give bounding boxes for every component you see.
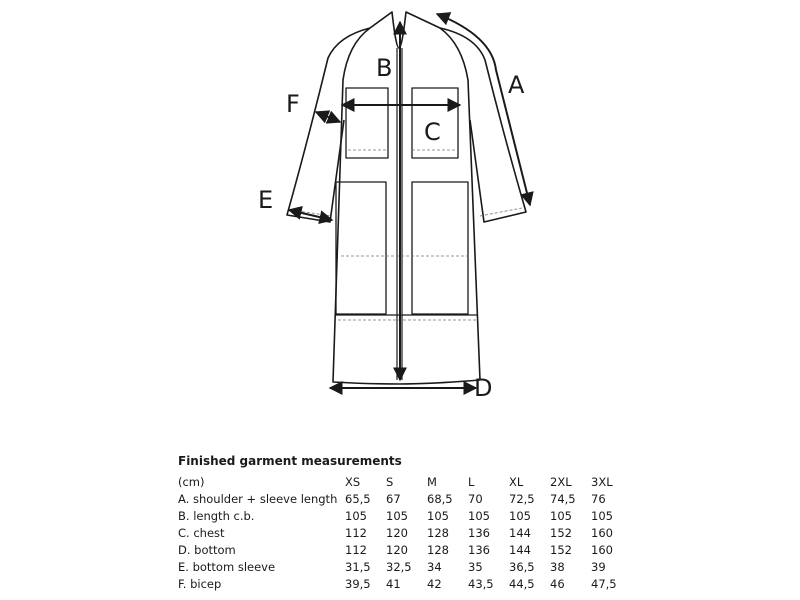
cell-value: 105 <box>550 509 572 523</box>
measurement-table <box>176 474 632 593</box>
row-name: F. bicep <box>178 577 222 591</box>
cell-value: 105 <box>591 509 613 523</box>
row-name: E. bottom sleeve <box>178 560 276 574</box>
cell-value: 152 <box>550 526 572 540</box>
cell-value: 136 <box>468 543 490 557</box>
cell-value: 44,5 <box>509 577 535 591</box>
cell-value: 38 <box>550 560 565 574</box>
cell-value: 105 <box>345 509 367 523</box>
table-title: Finished garment measurements <box>178 454 402 468</box>
cell-value: 70 <box>468 492 483 506</box>
cell-value: 47,5 <box>591 577 617 591</box>
lower-pocket-left <box>336 182 386 314</box>
size-header: L <box>468 475 475 489</box>
cell-value: 128 <box>427 526 449 540</box>
label-c: C <box>424 118 441 146</box>
coat-outline <box>287 12 526 384</box>
cell-value: 160 <box>591 526 613 540</box>
table-row <box>176 576 632 593</box>
cell-value: 36,5 <box>509 560 535 574</box>
label-f: F <box>286 90 300 118</box>
cell-value: 41 <box>386 577 401 591</box>
cell-value: 152 <box>550 543 572 557</box>
size-header: S <box>386 475 394 489</box>
label-e: E <box>258 186 274 214</box>
cell-value: 76 <box>591 492 606 506</box>
cell-value: 46 <box>550 577 565 591</box>
cell-value: 35 <box>468 560 483 574</box>
cell-value: 39 <box>591 560 606 574</box>
cell-value: 120 <box>386 543 408 557</box>
cell-value: 31,5 <box>345 560 371 574</box>
table-header-row <box>176 474 632 491</box>
table-row <box>176 525 632 542</box>
size-header: M <box>427 475 437 489</box>
cell-value: 160 <box>591 543 613 557</box>
label-d: D <box>474 374 493 402</box>
table-row <box>176 542 632 559</box>
cell-value: 74,5 <box>550 492 576 506</box>
cell-value: 42 <box>427 577 442 591</box>
table-row <box>176 508 632 525</box>
cell-value: 144 <box>509 543 531 557</box>
cell-value: 136 <box>468 526 490 540</box>
row-name: B. length c.b. <box>178 509 255 523</box>
size-header: 3XL <box>591 475 613 489</box>
size-header: XL <box>509 475 524 489</box>
cell-value: 128 <box>427 543 449 557</box>
label-b: B <box>376 54 393 82</box>
label-a: A <box>508 71 525 99</box>
arrow-f <box>316 112 340 122</box>
cell-value: 72,5 <box>509 492 535 506</box>
cell-value: 67 <box>386 492 401 506</box>
size-header: XS <box>345 475 361 489</box>
table-row <box>176 491 632 508</box>
cell-value: 32,5 <box>386 560 412 574</box>
cell-value: 65,5 <box>345 492 371 506</box>
chest-pocket-left <box>346 88 388 158</box>
left-sleeve <box>287 28 370 222</box>
row-name: C. chest <box>178 526 225 540</box>
lower-pocket-right <box>412 182 468 314</box>
unit-label: (cm) <box>178 475 205 489</box>
size-header: 2XL <box>550 475 572 489</box>
cell-value: 43,5 <box>468 577 494 591</box>
cell-value: 105 <box>468 509 490 523</box>
cell-value: 68,5 <box>427 492 453 506</box>
cell-value: 112 <box>345 526 367 540</box>
row-name: D. bottom <box>178 543 236 557</box>
row-name: A. shoulder + sleeve length <box>178 492 338 506</box>
cell-value: 105 <box>509 509 531 523</box>
cell-value: 105 <box>386 509 408 523</box>
table-row <box>176 559 632 576</box>
cell-value: 120 <box>386 526 408 540</box>
cell-value: 39,5 <box>345 577 371 591</box>
cell-value: 144 <box>509 526 531 540</box>
cell-value: 34 <box>427 560 442 574</box>
cell-value: 112 <box>345 543 367 557</box>
right-sleeve <box>440 28 526 222</box>
cell-value: 105 <box>427 509 449 523</box>
